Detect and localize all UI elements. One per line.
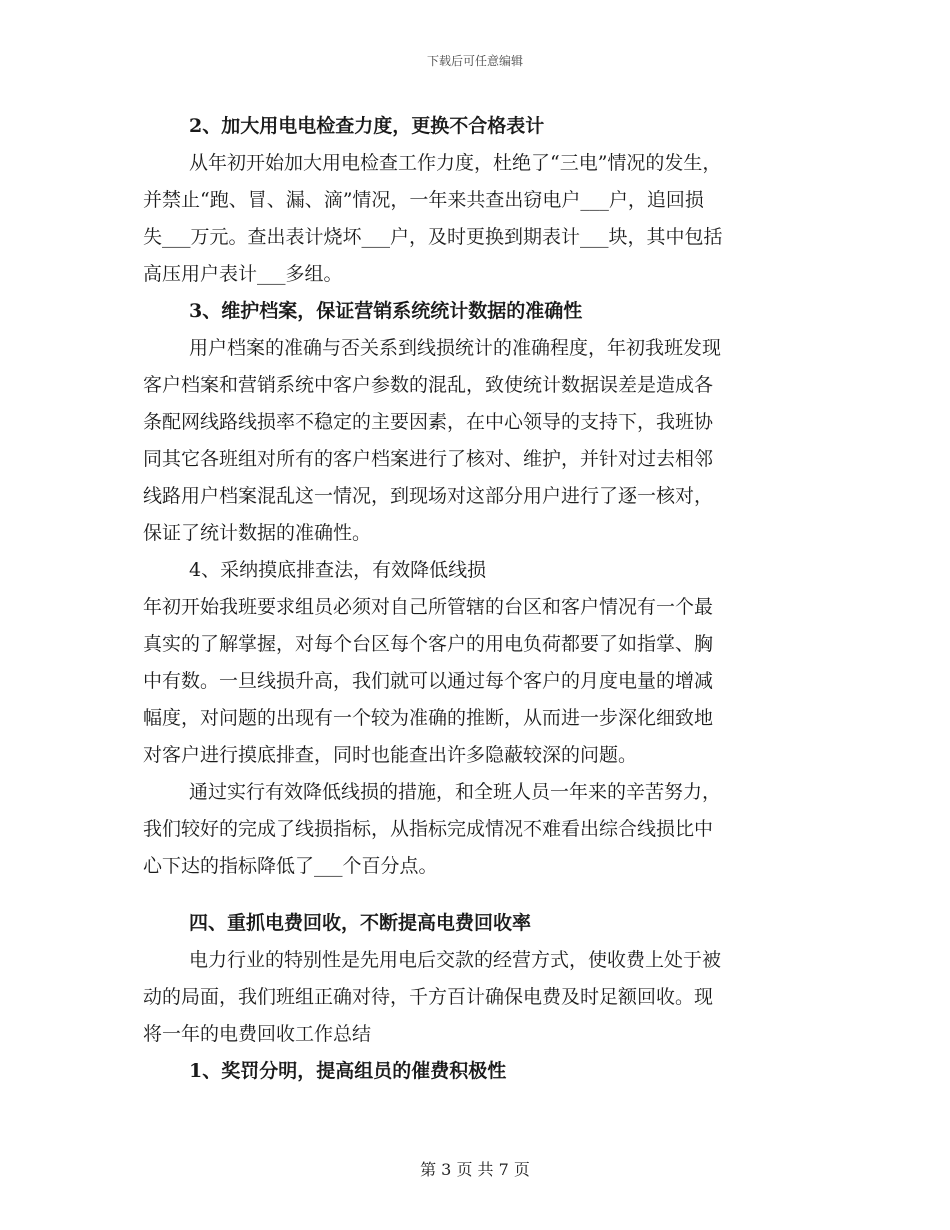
document-body [143, 108, 807, 1090]
paragraph-line: 同其它各班组对所有的客户档案进行了核对、维护，并针对过去相邻 [143, 448, 714, 470]
page-header-note: 下载后可任意编辑 [426, 54, 523, 68]
paragraph-line: 真实的了解掌握，对每个台区每个客户的用电负荷都要了如指掌、胸 [143, 633, 714, 655]
section-heading: 四、重抓电费回收，不断提高电费回收率 [189, 912, 532, 934]
paragraph-line: 客户档案和营销系统中客户参数的混乱，致使统计数据误差是造成各 [143, 374, 714, 396]
paragraph-line: 线路用户档案混乱这一情况，到现场对这部分用户进行了逐一核对， [143, 485, 714, 507]
paragraph-line: 对客户进行摸底排查，同时也能查出许多隐蔽较深的问题。 [143, 744, 638, 766]
paragraph-line: 从年初开始加大用电检查工作力度，杜绝了“三电”情况的发生， [189, 152, 722, 174]
paragraph-line: 电力行业的特别性是先用电后交款的经营方式，使收费上处于被 [189, 949, 722, 971]
paragraph-line: 中有数。一旦线损升高，我们就可以通过每个客户的月度电量的增减 [143, 670, 714, 692]
section-heading: 1、奖罚分明，提高组员的催费积极性 [189, 1060, 507, 1082]
paragraph-line: 心下达的指标降低了___个百分点。 [143, 855, 438, 877]
paragraph-line: 将一年的电费回收工作总结 [143, 1023, 372, 1045]
page-footer: 第 3 页 共 7 页 [420, 1160, 530, 1179]
paragraph-line: 用户档案的准确与否关系到线损统计的准确程度，年初我班发现 [189, 337, 722, 359]
paragraph-gap [143, 885, 807, 905]
section-heading: 4、采纳摸底排查法，有效降低线损 [189, 559, 487, 581]
section-heading: 2、加大用电电检查力度，更换不合格表计 [189, 115, 545, 137]
section-heading: 3、维护档案，保证营销系统统计数据的准确性 [189, 300, 583, 322]
paragraph-line: 我们较好的完成了线损指标，从指标完成情况不难看出综合线损比中 [143, 818, 714, 840]
paragraph-line: 并禁止“跑、冒、漏、滴”情况，一年来共查出窃电户___户，追回损 [143, 189, 704, 211]
paragraph-line: 高压用户表计___多组。 [143, 263, 343, 285]
paragraph-line: 动的局面，我们班组正确对待，千方百计确保电费及时足额回收。现 [143, 986, 714, 1008]
paragraph-line: 失___万元。查出表计烧坏___户，及时更换到期表计___块，其中包括 [143, 226, 723, 248]
paragraph-line: 年初开始我班要求组员必须对自己所管辖的台区和客户情况有一个最 [143, 596, 714, 618]
paragraph-line: 通过实行有效降低线损的措施，和全班人员一年来的辛苦努力， [189, 781, 722, 803]
paragraph-line: 条配网线路线损率不稳定的主要因素，在中心领导的支持下，我班协 [143, 411, 714, 433]
paragraph-line: 保证了统计数据的准确性。 [143, 522, 372, 544]
paragraph-line: 幅度，对问题的出现有一个较为准确的推断，从而进一步深化细致地 [143, 707, 714, 729]
